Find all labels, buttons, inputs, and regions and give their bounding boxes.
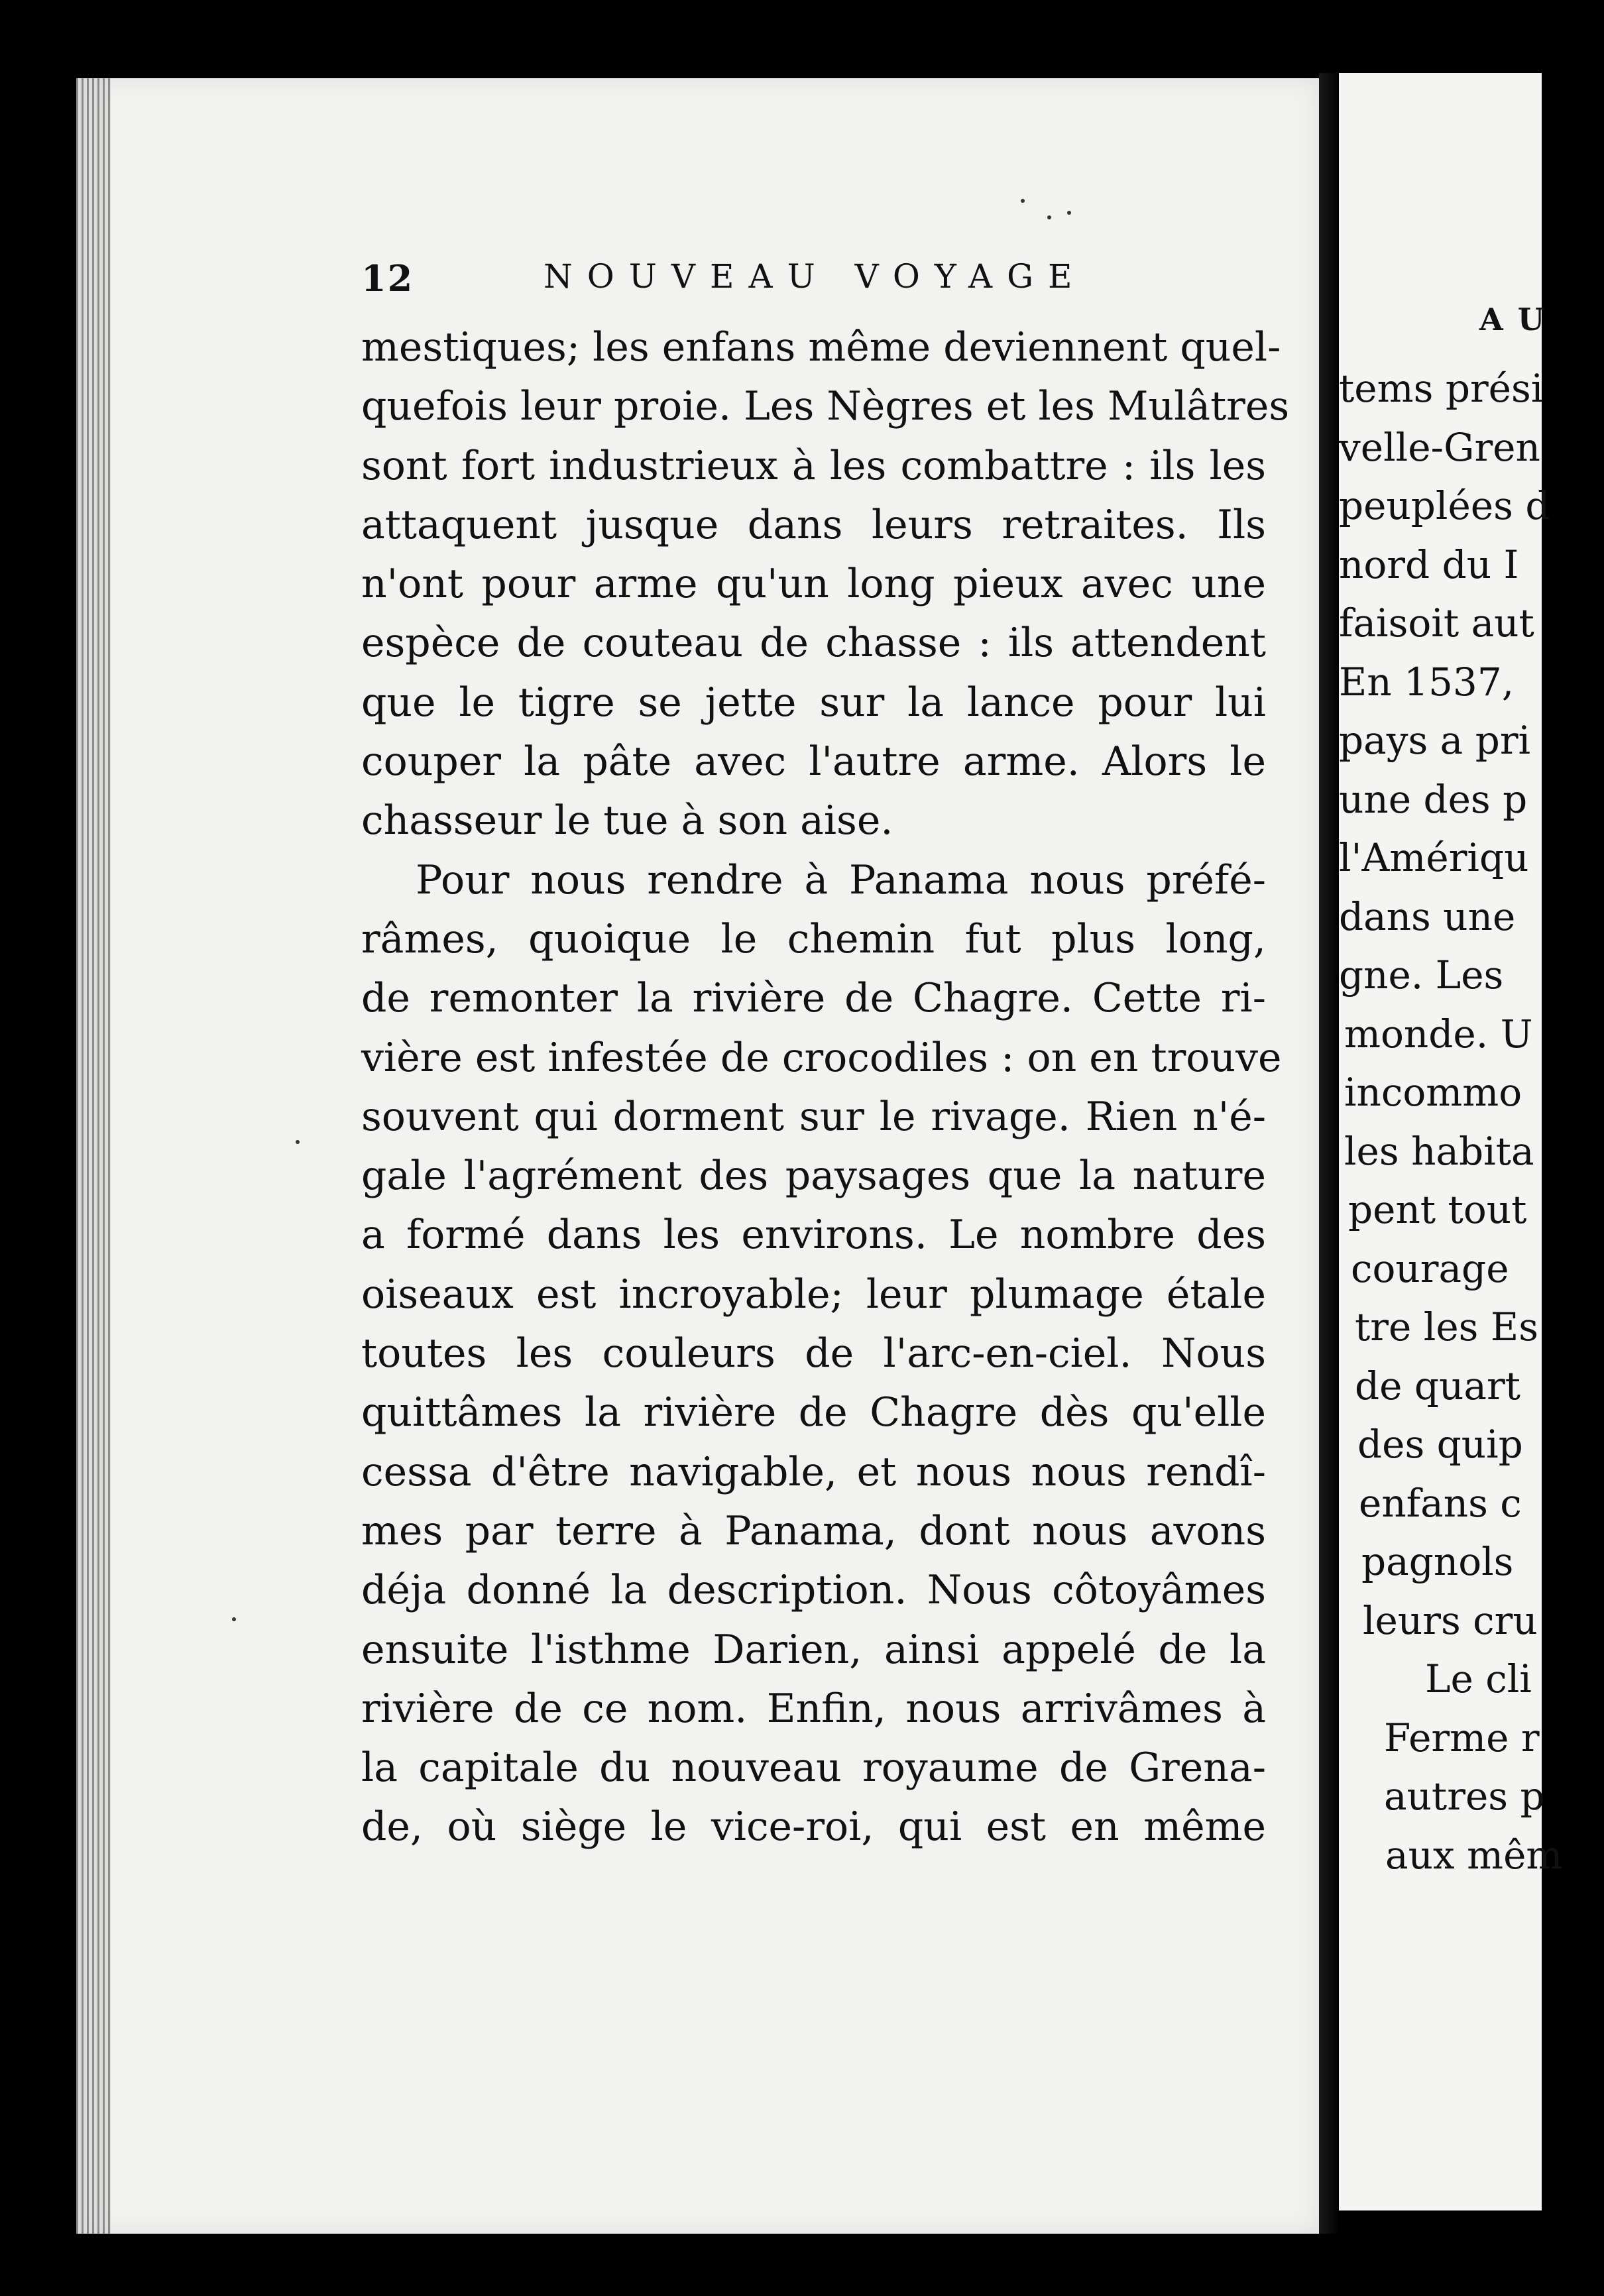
text-line: vière est infestée de crocodiles : on en trouve [361, 1034, 1282, 1081]
text-line: quittâmes la rivière de Chagre dès qu'elle [361, 1389, 1266, 1436]
text-line: Le cli [1425, 1656, 1532, 1701]
text-line: de, où siège le vice-roi, qui est en même [361, 1804, 1266, 1851]
text-line: de remonter la rivière de Chagre. Cette ri- [361, 975, 1266, 1022]
speck [1067, 211, 1071, 215]
running-title: NOUVEAU VOYAGE [544, 257, 1087, 296]
text-line: rivière de ce nom. Enfin, nous arrivâmes à [361, 1685, 1266, 1732]
text-line: Pour nous rendre à Panama nous préfé- [416, 856, 1266, 903]
text-line: En 1537, [1339, 659, 1515, 705]
text-line: râmes, quoique le chemin fut plus long, [361, 915, 1266, 962]
right-page [1339, 73, 1563, 2210]
text-line: courage [1351, 1245, 1509, 1291]
text-line: une des p [1339, 776, 1528, 822]
speck [232, 1617, 236, 1621]
text-line: n'ont pour arme qu'un long pieux avec une [361, 561, 1266, 608]
right-running-title: AU [1479, 302, 1559, 337]
page-number: 12 [361, 257, 414, 300]
text-line: quefois leur proie. Les Nègres et les Mulâtres [361, 383, 1290, 430]
text-line: gne. Les [1339, 952, 1504, 998]
text-line: tre les Es [1355, 1304, 1538, 1349]
text-line: pagnols [1361, 1539, 1514, 1584]
left-page-body [361, 318, 1290, 1857]
text-line: autres p [1384, 1774, 1545, 1819]
text-line: sont fort industrieux à les combattre : ils les [361, 442, 1266, 489]
text-line: couper la pâte avec l'autre arme. Alors le [361, 738, 1266, 785]
text-line: que le tigre se jette sur la lance pour lui [361, 679, 1266, 726]
text-line: aux mêm [1385, 1832, 1563, 1878]
text-line: de quart [1355, 1363, 1520, 1408]
text-line: des quip [1357, 1422, 1523, 1467]
text-line: pent tout [1348, 1187, 1527, 1232]
speck [1047, 215, 1051, 219]
right-page-body [1339, 359, 1604, 1884]
text-line: peuplées d [1339, 483, 1550, 528]
text-line: espèce de couteau de chasse : ils attendent [361, 620, 1266, 667]
text-line: ensuite l'isthme Darien, ainsi appelé de la [361, 1626, 1266, 1673]
text-line: les habita [1344, 1128, 1534, 1174]
text-line: la capitale du nouveau royaume de Grena- [361, 1745, 1266, 1792]
speck [296, 1140, 300, 1144]
text-line: mestiques; les enfans même deviennent quel- [361, 324, 1281, 371]
text-line: souvent qui dorment sur le rivage. Rien n'é- [361, 1093, 1266, 1140]
text-line: enfans c [1359, 1480, 1522, 1526]
text-line: chasseur le tue à son aise. [361, 797, 893, 844]
text-line: l'Amériqu [1339, 835, 1529, 880]
text-line: incommo [1344, 1070, 1522, 1115]
text-line: dans une [1339, 893, 1516, 939]
speck [1021, 199, 1025, 203]
text-line: déja donné la description. Nous côtoyâmes [361, 1567, 1266, 1614]
book-gutter [1319, 73, 1339, 2234]
text-line: tems prési [1339, 366, 1544, 411]
text-line: attaquent jusque dans leurs retraites. Ils [361, 501, 1266, 548]
text-line: faisoit aut [1339, 601, 1534, 646]
text-line: mes par terre à Panama, dont nous avons [361, 1507, 1266, 1554]
text-line: leurs cru [1363, 1597, 1538, 1643]
text-line: velle-Gren [1339, 424, 1540, 470]
text-line: a formé dans les environs. Le nombre des [361, 1212, 1266, 1259]
text-line: nord du I [1339, 542, 1519, 587]
text-line: gale l'agrément des paysages que la nature [361, 1153, 1266, 1200]
text-line: monde. U [1344, 1011, 1533, 1057]
text-line: Ferme r [1384, 1715, 1540, 1760]
text-line: pays a pri [1339, 718, 1531, 763]
text-line: toutes les couleurs de l'arc-en-ciel. Nous [361, 1330, 1266, 1377]
text-line: cessa d'être navigable, et nous nous rendî- [361, 1448, 1266, 1495]
text-line: oiseaux est incroyable; leur plumage étale [361, 1271, 1266, 1318]
running-header [361, 257, 1276, 304]
